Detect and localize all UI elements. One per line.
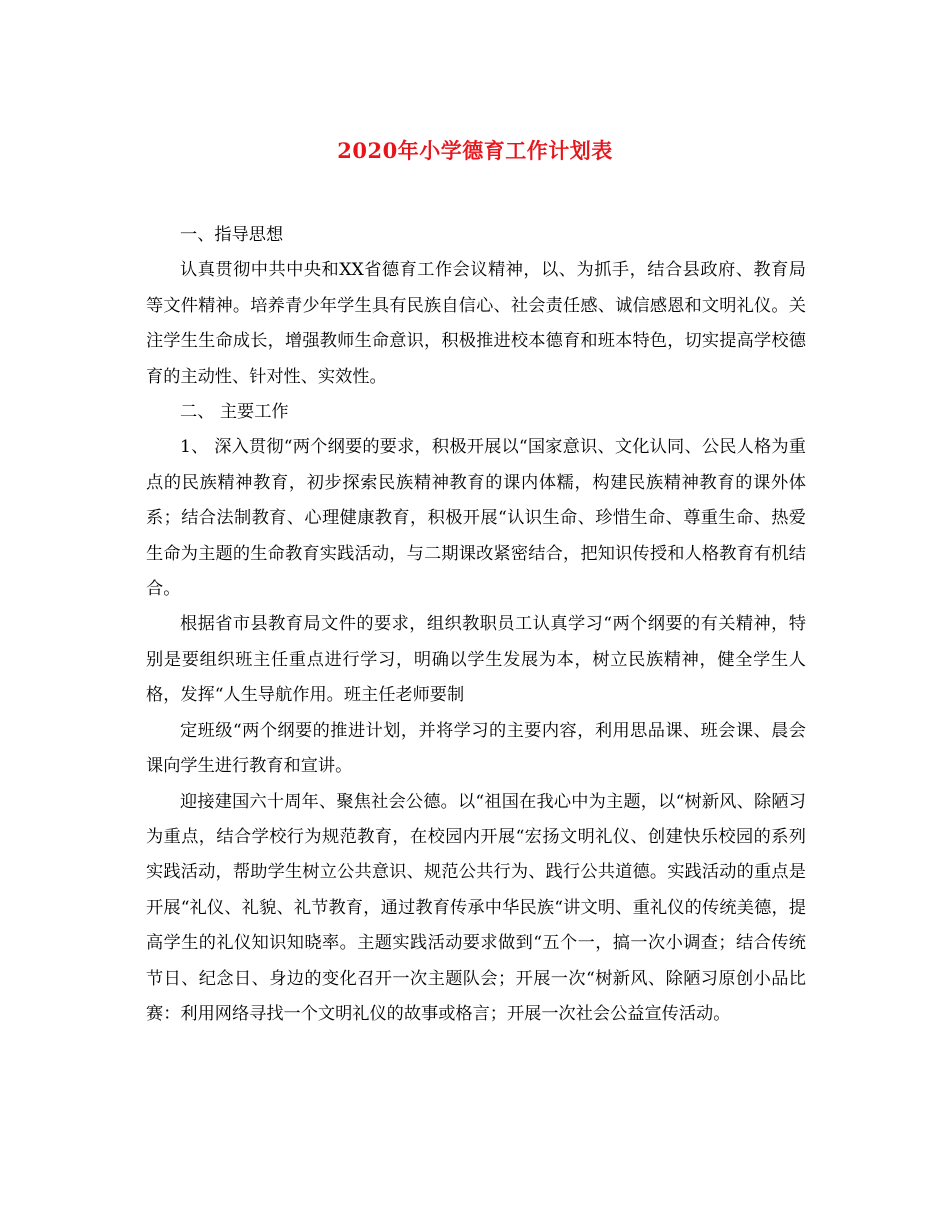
paragraph-social-morality: 迎接建国六十周年、聚焦社会公德。以“祖国在我心中为主题，以“树新风、除陋习为重点，结合学校行为规范教育，在校园内开展“宏扬文明礼仪、创建快乐校园的系列实践活动，帮助学生树立公共意识、规范公共行为、践行公共道德。实践活动的重点是开展“礼仪、礼貌、礼节教育，通过教育传承中华民族“讲文明、重礼仪的传统美德，提高学生的礼仪知识知晓率。主题实践活动要求做到“五个一，搞一次小调查；结合传统节日、纪念日、身边的变化召开一次主题队会；开展一次“树新风、除陋习原创小品比赛：利用网络寻找一个文明礼仪的故事或格言；开展一次社会公益宣传活动。 (146, 791, 806, 1024)
paragraph-item-1: 1、 深入贯彻“两个纲要的要求，积极开展以“国家意识、文化认同、公民人格为重点的民族精神教育，初步探索民族精神教育的课内体糯，构建民族精神教育的课外体系；结合法制教育、心理健康教育，积极开展“认识生命、珍惜生命、尊重生命、热爱生命为主题的生命教育实践活动，与二期课改紧密结合，把知识传授和人格教育有机结合。 (146, 437, 806, 600)
document-body (146, 218, 806, 1032)
section-heading-guiding-ideology: 一、指导思想 (180, 225, 284, 245)
document-title: 2020年小学德育工作计划表 (337, 138, 613, 163)
paragraph-guiding-ideology: 认真贯彻中共中央和XX省德育工作会议精神，以、为抓手，结合县政府、教育局等文件精神。培养青少年学生具有民族自信心、社会责任感、诚信感恩和文明礼仪。关注学生生命成长，增强教师生命意识，积极推进校本德育和班本特色，切实提高学校德育的主动性、针对性、实效性。 (146, 260, 806, 387)
section-heading-main-work: 二、 主要工作 (180, 402, 289, 423)
paragraph-class-plan: 定班级“两个纲要的推进计划，并将学习的主要内容，利用思品课、班会课、晨会课向学生进行教育和宣讲。 (146, 720, 806, 777)
paragraph-study-outline: 根据省市县教育局文件的要求，组织教职员工认真学习“两个纲要的有关精神，特别是要组织班主任重点进行学习，明确以学生发展为本，树立民族精神，健全学生人格，发挥“人生导航作用。班主任老师要制 (146, 614, 806, 706)
